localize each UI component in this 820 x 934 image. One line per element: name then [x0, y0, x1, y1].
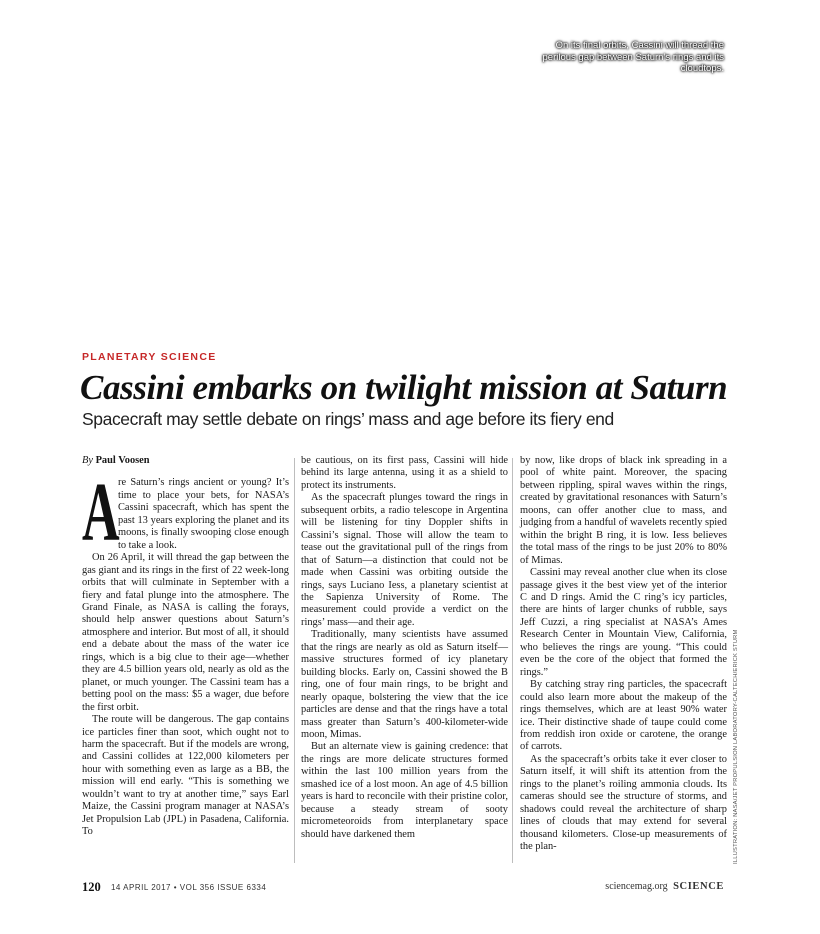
article-headline: Cassini embarks on twilight mission at Saturn — [80, 368, 728, 407]
paragraph: be cautious, on its first pass, Cassini will hide behind its large antenna, using it as a shield to protect its instruments. — [301, 455, 508, 491]
article-column-1 — [82, 455, 289, 839]
page-number: 120 — [82, 880, 101, 894]
paragraph: On 26 April, it will thread the gap between the gas giant and its rings in the first of 22 week-long orbits that will culminate in September with a fiery and fatal plunge into the atmosphere. The Grand Finale, as NASA is calling the forays, should help answer questions about Saturn’s atmosphere and interior. But most of all, it should end a debate about the mass of the water ice rings, which is a big clue to their age—whether they are 4.5 billion years old, nearly as old as the planet, or much younger. The Cassini team has a betting pool on the mass: $5 a wager, due before the first orbit. — [82, 552, 289, 713]
article-column-2 — [301, 455, 508, 841]
paragraph: by now, like drops of black ink spreading in a pool of white paint. Moreover, the spacing between rippling, spiral waves within the rings, created by gravitational resonances with Saturn’s moons, can offer another clue to mass, and judging from a handful of wavelets recently spied within the bright B ring, it is low. Iess believes the total mass of the rings to be just 20% to 80% of Mimas. — [520, 455, 727, 566]
issue-line: 14 APRIL 2017 • VOL 356 ISSUE 6334 — [110, 883, 267, 892]
paragraph: Cassini may reveal another clue when its close passage gives it the best view yet of the interior C and D rings. Amid the C ring’s icy particles, there are hints of larger chunks of rubble, says Jeff Cuzzi, a ring specialist at NASA’s Ames Research Center in Mountain View, California, who believes the rings are young. “This could even be the core of the object that formed the rings.” — [520, 567, 727, 678]
paragraph-text: re Saturn’s rings ancient or young? It’s time to place your bets, for NASA’s Cassini spacecraft, which has spent the past 13 years exploring the planet and its moons, is finally swooping close enough to take a look. — [118, 477, 289, 551]
journal-name: SCIENCE — [673, 881, 724, 892]
paragraph: Traditionally, many scientists have assumed that the rings are nearly as old as Saturn itself—massive structures formed of icy planetary building blocks. Early on, Cassini showed the B ring, one of four main rings, to be bright and nearly opaque, bolstering the view that the ice particles are dense and that the rings have a total mass greater than Saturn’s 400-kilometer-wide moon, Mimas. — [301, 629, 508, 740]
paragraph: The route will be dangerous. The gap contains ice particles finer than soot, which ought not to harm the spacecraft. But if the models are wrong, and Cassini collides at 122,000 kilometers per hour with something even as large as a BB, the mission will end early. “This is something we wouldn’t want to try at another time,” says Earl Maize, the Cassini program manager at NASA’s Jet Propulsion Lab (JPL) in Pasadena, California. To — [82, 714, 289, 838]
paragraph: But an alternate view is gaining credence: that the rings are more delicate structures formed within the last 100 million years from the smashed ice of a lost moon. An age of 4.5 billion years is hard to reconcile with their pristine color, because a steady stream of sooty micrometeoroids from interplanetary space should have darkened them — [301, 741, 508, 840]
column-divider — [512, 458, 513, 863]
paragraph: By catching stray ring particles, the spacecraft could also learn more about the makeup of the rings themselves, which are at least 90% water ice. Their distinctive shade of taupe could come from reddish iron oxide or carotene, the orange of carrots. — [520, 679, 727, 753]
photo-credit: ILLUSTRATION: NASA/JET PROPULSION LABORATORY-CALTECH/ERICK STURM — [733, 629, 739, 864]
drop-cap: A — [82, 466, 120, 560]
column-divider — [294, 458, 295, 863]
byline-author: Paul Voosen — [95, 455, 150, 466]
byline-prefix: By — [82, 455, 93, 466]
footer-right — [605, 881, 724, 892]
section-kicker: PLANETARY SCIENCE — [82, 351, 217, 363]
paragraph: As the spacecraft plunges toward the rings in subsequent orbits, a radio telescope in Argentina will be listening for tiny Doppler shifts in Cassini’s signal. Those will allow the team to tease out the gravitational pull of the rings from that of Saturn—a distinction that could not be made when Cassini was orbiting outside the rings, says Luciano Iess, a planetary scientist at the Sapienza University of Rome. The measurement could provide a verdict on the rings’ mass—and their age. — [301, 492, 508, 628]
paragraph — [82, 466, 289, 560]
site-url: sciencemag.org — [605, 881, 668, 892]
image-caption: On its final orbits, Cassini will thread the perilous gap between Saturn’s rings and its cloudtops. — [542, 40, 724, 74]
article-dek: Spacecraft may settle debate on rings’ mass and age before its fiery end — [82, 409, 614, 429]
page-footer — [82, 880, 724, 894]
article-column-3 — [520, 455, 727, 854]
paragraph: As the spacecraft’s orbits take it ever closer to Saturn itself, it will shift its attention from the rings to the planet’s roiling ammonia clouds. Its cameras should see the structure of storms, and shadows could reveal the architecture of sharp lines of clouds that may extend for several thousand kilometers. Close-up measurements of the plan- — [520, 753, 727, 853]
